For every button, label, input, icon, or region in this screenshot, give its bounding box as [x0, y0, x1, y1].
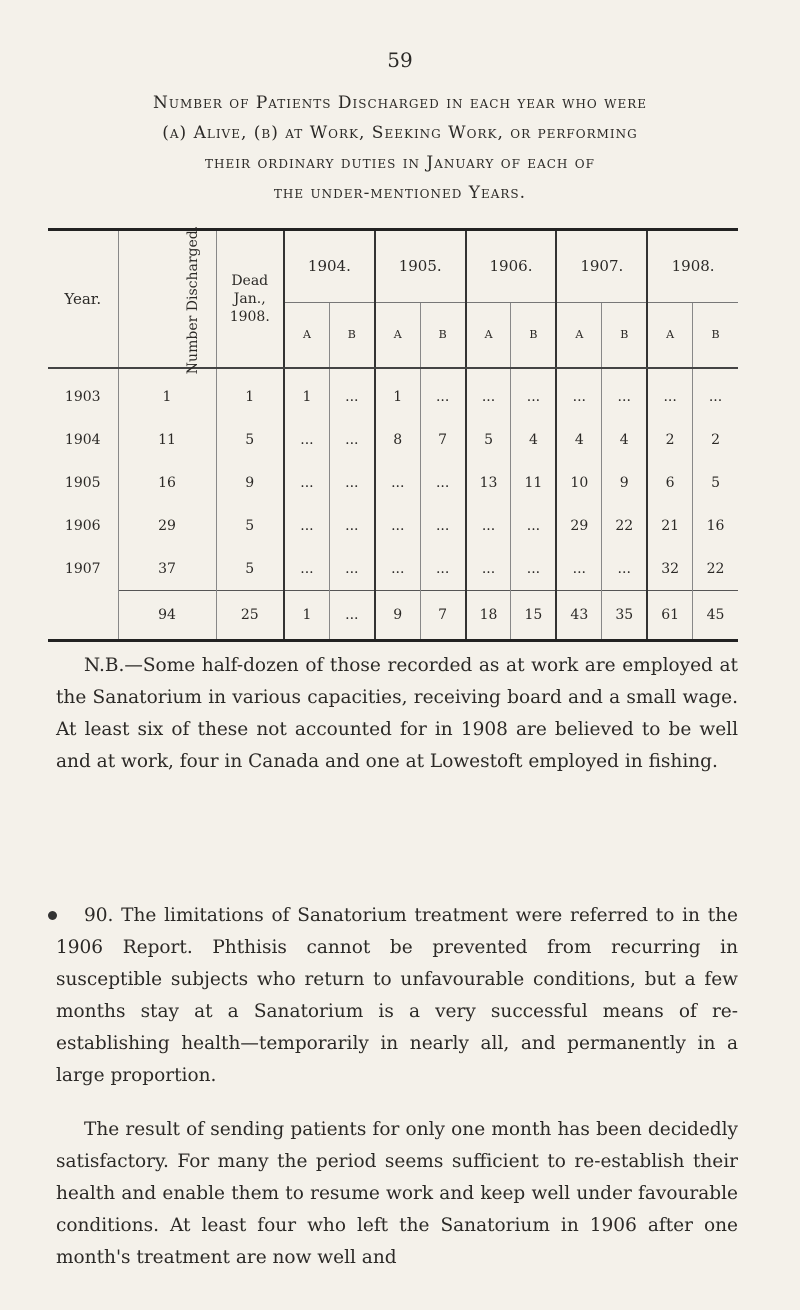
- row-cell: 4: [511, 418, 556, 461]
- header-sub-b: B: [329, 302, 374, 368]
- row-cell: 5: [466, 418, 511, 461]
- table-row: [48, 504, 738, 547]
- row-cell: ...: [420, 547, 465, 591]
- row-cell: 10: [556, 461, 601, 504]
- row-cell: ...: [420, 504, 465, 547]
- row-number-discharged: 11: [118, 418, 216, 461]
- row-cell: ...: [375, 461, 420, 504]
- row-cell: ...: [511, 368, 556, 418]
- row-cell: ...: [329, 504, 374, 547]
- header-sub-a: A: [466, 302, 511, 368]
- row-cell: 2: [647, 418, 692, 461]
- row-cell: ...: [466, 368, 511, 418]
- total-year-blank: [48, 591, 118, 641]
- row-cell: 1: [375, 368, 420, 418]
- table-title: [60, 88, 740, 208]
- total-cell: 1: [284, 591, 329, 641]
- row-cell: 22: [693, 547, 738, 591]
- row-cell: ...: [284, 504, 329, 547]
- total-cell: 35: [602, 591, 647, 641]
- row-cell: ...: [284, 418, 329, 461]
- row-cell: 2: [693, 418, 738, 461]
- row-cell: ...: [556, 368, 601, 418]
- row-cell: ...: [284, 547, 329, 591]
- row-dead: 5: [216, 418, 284, 461]
- header-year-1905: 1905.: [375, 230, 466, 303]
- header-year: Year.: [48, 230, 118, 369]
- total-cell: 43: [556, 591, 601, 641]
- header-year-1904: 1904.: [284, 230, 375, 303]
- header-dead-label: Dead Jan., 1908.: [229, 273, 270, 325]
- page-number: 59: [387, 48, 413, 72]
- header-sub-b: B: [602, 302, 647, 368]
- row-dead: 1: [216, 368, 284, 418]
- header-year-1907: 1907.: [556, 230, 647, 303]
- total-dead: 25: [216, 591, 284, 641]
- row-dead: 5: [216, 504, 284, 547]
- row-cell: 4: [556, 418, 601, 461]
- row-cell: 29: [556, 504, 601, 547]
- total-cell: 18: [466, 591, 511, 641]
- row-cell: 4: [602, 418, 647, 461]
- table-row: [48, 461, 738, 504]
- header-sub-b: B: [511, 302, 556, 368]
- row-number-discharged: 29: [118, 504, 216, 547]
- row-dead: 9: [216, 461, 284, 504]
- header-number-discharged: [118, 225, 216, 375]
- row-cell: 11: [511, 461, 556, 504]
- table-row: [48, 418, 738, 461]
- table-row: [48, 368, 738, 418]
- table-total-row: [48, 591, 738, 641]
- row-cell: ...: [647, 368, 692, 418]
- row-cell: 22: [602, 504, 647, 547]
- row-cell: 8: [375, 418, 420, 461]
- paragraph-90: 90. The limitations of Sanatorium treatment were referred to in the 1906 Report. Phthisis cannot be prevented from recurring in susceptible subjects who return to unfavourable conditions, but a few months stay at a Sanatorium is a very successful means of re-establishing health—temporarily in nearly all, and permanently in a large proportion.: [56, 905, 738, 1086]
- header-sub-a: A: [284, 302, 329, 368]
- discharge-table-wrapper: [48, 225, 738, 642]
- title-line: the under-mentioned Years.: [273, 183, 527, 203]
- row-cell: 21: [647, 504, 692, 547]
- title-line: their ordinary duties in January of each of: [205, 153, 595, 173]
- row-cell: 5: [693, 461, 738, 504]
- row-year: 1904: [64, 431, 101, 448]
- header-sub-a: A: [375, 302, 420, 368]
- total-cell: 15: [511, 591, 556, 641]
- row-year: 1907: [64, 560, 101, 577]
- header-dead: [216, 230, 284, 369]
- row-cell: ...: [375, 547, 420, 591]
- total-number-discharged: 94: [118, 591, 216, 641]
- row-cell: 13: [466, 461, 511, 504]
- total-cell: ...: [329, 591, 374, 641]
- row-year: 1906: [64, 517, 101, 534]
- row-cell: 9: [602, 461, 647, 504]
- table-body: [48, 368, 738, 641]
- row-year: 1905: [64, 474, 101, 491]
- discharge-table: [48, 225, 738, 642]
- table-row: [48, 547, 738, 591]
- header-sub-b: B: [420, 302, 465, 368]
- row-cell: 32: [647, 547, 692, 591]
- row-number-discharged: 1: [118, 368, 216, 418]
- row-cell: 7: [420, 418, 465, 461]
- row-number-discharged: 16: [118, 461, 216, 504]
- row-cell: ...: [511, 547, 556, 591]
- total-cell: 7: [420, 591, 465, 641]
- row-cell: ...: [556, 547, 601, 591]
- row-dead: 5: [216, 547, 284, 591]
- row-cell: ...: [420, 461, 465, 504]
- row-cell: ...: [602, 368, 647, 418]
- row-number-discharged: 37: [118, 547, 216, 591]
- row-cell: ...: [329, 418, 374, 461]
- header-sub-b: B: [693, 302, 738, 368]
- row-cell: ...: [375, 504, 420, 547]
- row-cell: 16: [693, 504, 738, 547]
- row-cell: ...: [284, 461, 329, 504]
- row-cell: ...: [420, 368, 465, 418]
- row-cell: ...: [602, 547, 647, 591]
- row-year: 1903: [64, 388, 101, 405]
- header-year-1908: 1908.: [647, 230, 738, 303]
- row-cell: ...: [693, 368, 738, 418]
- paragraph-result: The result of sending patients for only one month has been decidedly satisfactory. For many the period seems sufficient to re-establish their health and enable them to resume work and keep well under favourable conditions. At least four who left the Sanatorium in 1906 after one month's treatment are now well and: [56, 1119, 738, 1268]
- row-cell: ...: [466, 504, 511, 547]
- title-line: Number of Patients Discharged in each year who were: [152, 93, 648, 113]
- row-cell: ...: [329, 368, 374, 418]
- row-cell: ...: [511, 504, 556, 547]
- row-cell: ...: [329, 547, 374, 591]
- row-cell: ...: [466, 547, 511, 591]
- row-cell: 1: [284, 368, 329, 418]
- total-cell: 9: [375, 591, 420, 641]
- title-line: (a) Alive, (b) at Work, Seeking Work, or performing: [162, 123, 638, 143]
- row-cell: 6: [647, 461, 692, 504]
- header-number-label: Number Discharged.: [184, 225, 201, 375]
- header-sub-a: A: [647, 302, 692, 368]
- note-paragraph: N.B.—Some half-dozen of those recorded as at work are employed at the Sanatorium in various capacities, receiving board and a small wage. At least six of these not accounted for in 1908 are believed to be well and at work, four in Canada and one at Lowestoft employed in fishing.: [56, 655, 738, 772]
- total-cell: 45: [693, 591, 738, 641]
- header-sub-a: A: [556, 302, 601, 368]
- row-cell: ...: [329, 461, 374, 504]
- total-cell: 61: [647, 591, 692, 641]
- header-year-1906: 1906.: [466, 230, 557, 303]
